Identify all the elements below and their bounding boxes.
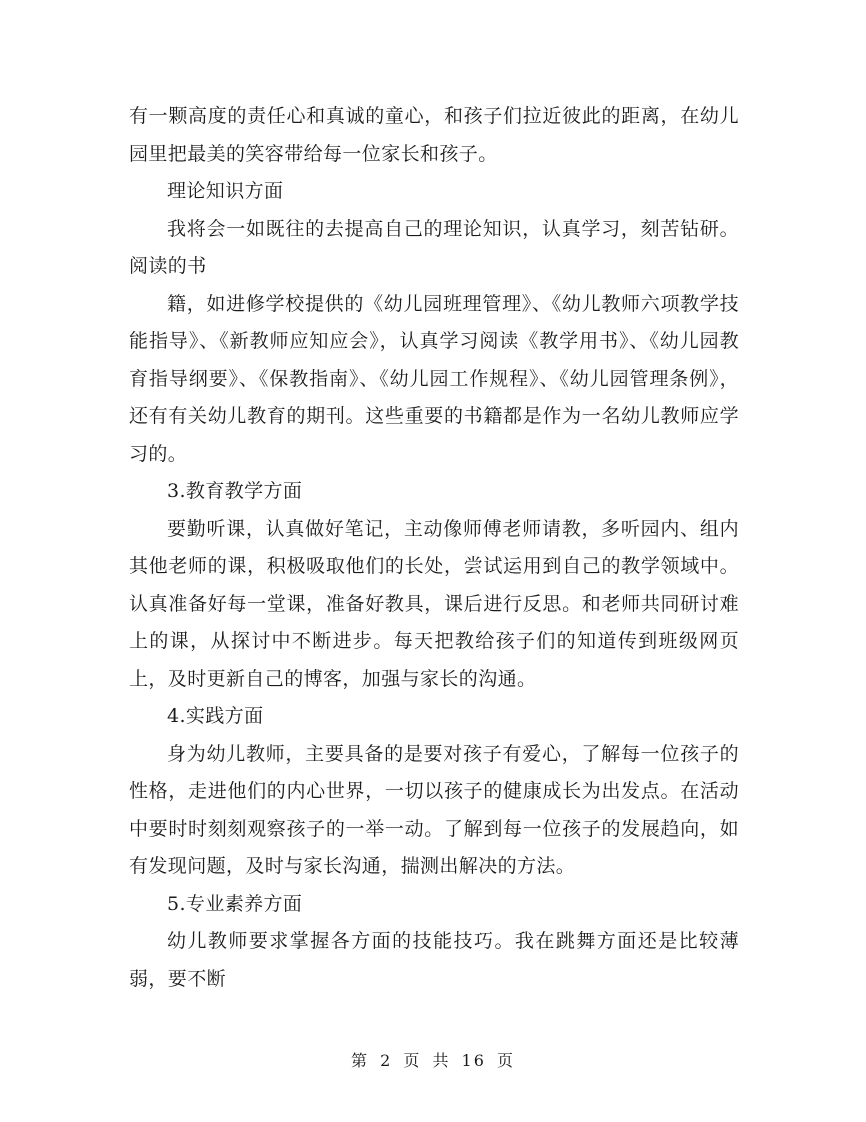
paragraph-teaching: 要勤听课，认真做好笔记，主动像师傅老师请教，多听园内、组内其他老师的课，积极吸取他们的长处，尝试运用到自己的教学领域中。认真准备好每一堂课，准备好教具，课后进行反思。和老师共同研讨难上的课，从探讨中不断进步。每天把教给孩子们的知道传到班级网页上，及时更新自己的博客，加强与家长的沟通。 xyxy=(129,517,739,690)
paragraph-theory: 我将会一如既往的去提高自己的理论知识，认真学习，刻苦钻研。阅读的书 xyxy=(129,217,739,277)
heading-practice: 4.实践方面 xyxy=(167,705,264,727)
heading-theory-knowledge: 理论知识方面 xyxy=(167,180,284,202)
paragraph-continuation: 有一颗高度的责任心和真诚的童心，和孩子们拉近彼此的距离，在幼儿园里把最美的笑容带给每一位家长和孩子。 xyxy=(129,105,739,165)
paragraph-professional: 幼儿教师要求掌握各方面的技能技巧。我在跳舞方面还是比较薄弱，要不断 xyxy=(129,930,739,990)
paragraph-practice: 身为幼儿教师，主要具备的是要对孩子有爱心，了解每一位孩子的性格，走进他们的内心世界，一切以孩子的健康成长为出发点。在活动中要时时刻刻观察孩子的一举一动。了解到每一位孩子的发展趋向，如有发现问题，及时与家长沟通，揣测出解决的方法。 xyxy=(129,742,739,877)
document-body xyxy=(129,98,739,998)
heading-teaching: 3.教育教学方面 xyxy=(167,480,303,502)
page-number-footer: 第 2 页 共 16 页 xyxy=(351,1051,515,1070)
heading-professional: 5.专业素养方面 xyxy=(167,892,303,915)
paragraph-books: 籍，如进修学校提供的《幼儿园班理管理》、《幼儿教师六项教学技能指导》、《新教师应知应会》，认真学习阅读《教学用书》、《幼儿园教育指导纲要》、《保教指南》、《幼儿园工作规程》、《幼儿园管理条例》，还有有关幼儿教育的期刊。这些重要的书籍都是作为一名幼儿教师应学习的。 xyxy=(129,292,739,465)
